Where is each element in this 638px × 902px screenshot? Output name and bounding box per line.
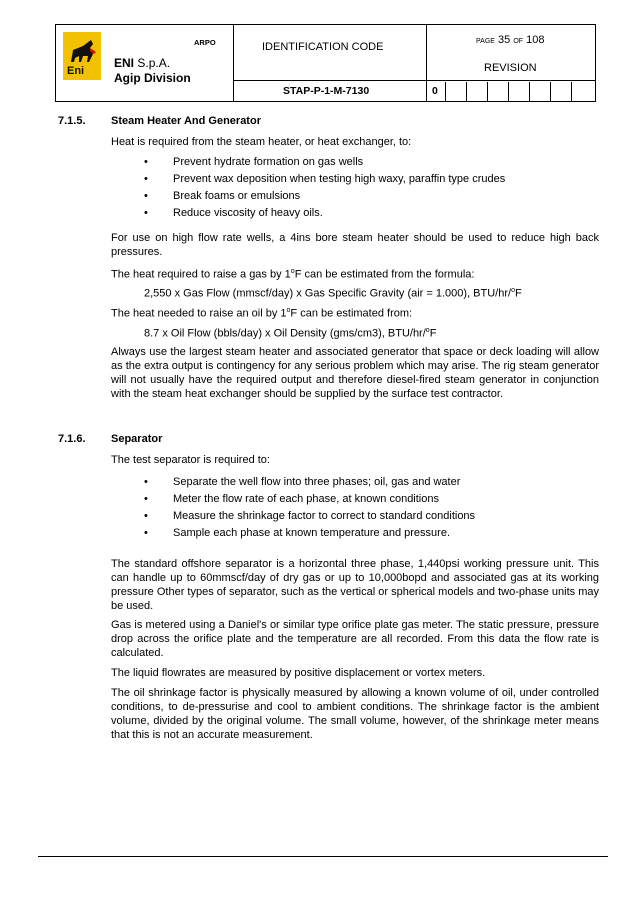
- paragraph: Gas is metered using a Daniel's or similar type orifice plate gas meter. The static pressure, pressure drop across the orifice plate and the temperature are all recorded. From this data the flow rate is calculated.: [111, 619, 599, 659]
- bullet-text: Sample each phase at known temperature and pressure.: [173, 527, 450, 539]
- company-name-bold: ENI: [114, 56, 135, 70]
- logo-text: Eni: [67, 65, 85, 77]
- paragraph: Always use the largest steam heater and associated generator that space or deck loading will allow as the extra output is contingency for any serious problem which may arise. The rig steam generator will not usually have the required output and therefore diesel-fired steam generator in conjunction with the steam heat exchanger should be supplied by the surface test contractor.: [111, 346, 599, 400]
- text-run: F can be estimated from the formula:: [294, 268, 475, 281]
- formula-text: 8.7 x Oil Flow (bbls/day) x Oil Density (gms/cm3), BTU/hr/: [144, 327, 426, 340]
- formula: [144, 324, 436, 341]
- degree-superscript: o: [425, 327, 430, 334]
- paragraph: Heat is required from the steam heater, or heat exchanger, to:: [111, 136, 412, 148]
- bullet-point: •: [144, 527, 148, 539]
- degree-superscript: o: [511, 287, 515, 294]
- arpo-label: ARPO: [194, 38, 216, 47]
- page-num: 35: [498, 34, 511, 46]
- bullet-point: •: [144, 510, 148, 522]
- section-title: Steam Heater And Generator: [111, 115, 261, 127]
- paragraph: The standard offshore separator is a horizontal three phase, 1,440psi working pressure unit. This can handle up to 60mmscf/day of dry gas or up to 10,000bopd and associated gas at its working pressure Other types of separator, such as the vertical or spherical models and two-phase units may be used.: [111, 558, 599, 612]
- header-divider: [233, 25, 234, 101]
- text-run: The heat needed to raise an oil by 1: [111, 307, 287, 320]
- bullet-text: Prevent hydrate formation on gas wells: [173, 156, 364, 168]
- section-number: 7.1.6.: [58, 433, 86, 445]
- formula-text: F: [429, 327, 437, 340]
- bullet-point: •: [144, 156, 148, 168]
- division-name: Agip Division: [114, 71, 191, 85]
- bullet-point: •: [144, 207, 148, 219]
- identification-code-value: STAP-P-1-M-7130: [283, 85, 370, 97]
- degree-superscript: o: [286, 307, 291, 314]
- revision-value: 0: [432, 85, 438, 97]
- section-number: 7.1.5.: [58, 115, 86, 127]
- header-divider: [426, 25, 427, 101]
- revision-cell: [550, 82, 551, 101]
- bullet-text: Break foams or emulsions: [173, 190, 301, 202]
- paragraph: [111, 265, 599, 282]
- revision-cell: [487, 82, 488, 101]
- bullet-point: •: [144, 190, 148, 202]
- of-word: OF: [513, 38, 524, 45]
- paragraph: For use on high flow rate wells, a 4ins bore steam heater should be used to reduce high back pressures.: [111, 232, 599, 258]
- company-name: [114, 56, 170, 70]
- bullet-point: •: [144, 476, 148, 488]
- page-word: PAGE: [476, 38, 495, 45]
- bullet-text: Separate the well flow into three phases; oil, gas and water: [173, 476, 461, 488]
- eni-logo: [63, 32, 101, 80]
- bullet-point: •: [144, 173, 148, 185]
- section-title: Separator: [111, 433, 163, 445]
- page-total: 108: [526, 34, 545, 46]
- identification-code-label: IDENTIFICATION CODE: [262, 41, 384, 53]
- revision-label: REVISION: [484, 62, 537, 74]
- paragraph: The oil shrinkage factor is physically measured by allowing a known volume of oil, under controlled conditions, to de-pressurise and cool to ambient conditions. The shrinkage factor is the ambient volume, divided by the original volume. The small volume, however, of the shrinkage meter means that this is not an accurate measurement.: [111, 687, 599, 741]
- page-number: [476, 34, 544, 46]
- document-header: [55, 24, 596, 102]
- header-divider: [233, 80, 595, 81]
- formula-text: 2,550 x Gas Flow (mmscf/day) x Gas Specific Gravity (air = 1.000), BTU/hr/: [144, 287, 512, 300]
- bullet-point: •: [144, 493, 148, 505]
- paragraph: The test separator is required to:: [111, 454, 270, 466]
- company-name-suffix: S.p.A.: [134, 56, 171, 70]
- footer-rule: [38, 856, 608, 857]
- text-run: F can be estimated from:: [290, 307, 413, 320]
- revision-cell: [445, 82, 446, 101]
- paragraph: [111, 304, 599, 321]
- revision-cell: [466, 82, 467, 101]
- bullet-text: Meter the flow rate of each phase, at known conditions: [173, 493, 439, 505]
- text-run: The heat required to raise a gas by 1: [111, 268, 291, 281]
- bullet-text: Measure the shrinkage factor to correct to standard conditions: [173, 510, 476, 522]
- formula-text: F: [514, 287, 522, 300]
- paragraph: The liquid flowrates are measured by positive displacement or vortex meters.: [111, 667, 486, 679]
- bullet-text: Reduce viscosity of heavy oils.: [173, 207, 323, 219]
- revision-cell: [529, 82, 530, 101]
- revision-cell: [508, 82, 509, 101]
- degree-superscript: o: [290, 268, 295, 275]
- revision-cell: [571, 82, 572, 101]
- bullet-text: Prevent wax deposition when testing high waxy, paraffin type crudes: [173, 173, 506, 185]
- formula: [144, 284, 522, 301]
